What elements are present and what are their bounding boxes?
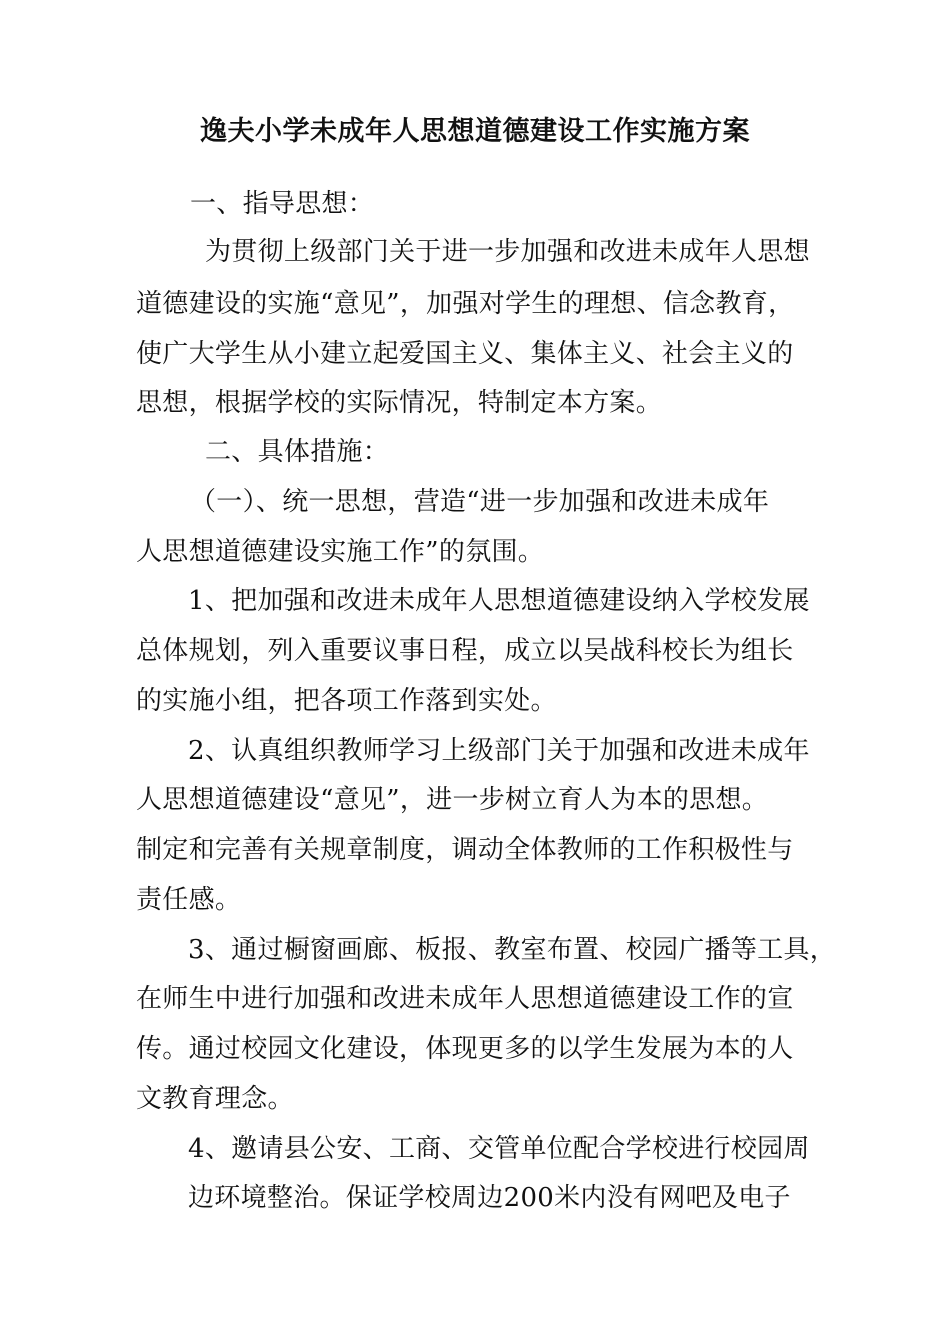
paragraph-line: 文教育理念。 — [136, 1084, 294, 1114]
heading-specific-measures: 二、具体措施： — [205, 437, 390, 467]
paragraph-line: 2、认真组织教师学习上级部门关于加强和改进未成年 — [188, 736, 810, 766]
paragraph-line: 的实施小组，把各项工作落到实处。 — [136, 686, 557, 716]
paragraph-line: 4、邀请县公安、工商、交管单位配合学校进行校园周 — [188, 1134, 810, 1164]
paragraph-line: 道德建设的实施“意见”，加强对学生的理想、信念教育， — [136, 289, 795, 319]
paragraph-line: 1、把加强和改进未成年人思想道德建设纳入学校发展 — [188, 586, 810, 616]
paragraph-line: 在师生中进行加强和改进未成年人思想道德建设工作的宣 — [136, 984, 794, 1014]
paragraph-line: 传。通过校园文化建设，体现更多的以学生发展为本的人 — [136, 1034, 794, 1064]
subheading-line: （一）、统一思想，营造“进一步加强和改进未成年 — [190, 487, 770, 517]
paragraph-line: 责任感。 — [136, 885, 242, 915]
paragraph-line: 使广大学生从小建立起爱国主义、集体主义、社会主义的 — [136, 339, 794, 369]
heading-guiding-ideology: 一、指导思想： — [190, 189, 375, 219]
document-title: 逸夫小学未成年人思想道德建设工作实施方案 — [200, 116, 750, 147]
paragraph-line: 人思想道德建设实施工作”的氛围。 — [136, 537, 545, 567]
paragraph-line: 人思想道德建设“意见”，进一步树立育人为本的思想。 — [136, 785, 769, 815]
paragraph-line: 为贯彻上级部门关于进一步加强和改进未成年人思想 — [205, 237, 810, 267]
paragraph-line: 制定和完善有关规章制度，调动全体教师的工作积极性与 — [136, 835, 794, 865]
paragraph-line: 总体规划，列入重要议事日程，成立以吴战科校长为组长 — [136, 636, 794, 666]
paragraph-line: 边环境整治。保证学校周边200米内没有网吧及电子 — [188, 1183, 791, 1213]
paragraph-line: 3、通过橱窗画廊、板报、教室布置、校园广播等工具， — [188, 935, 837, 965]
paragraph-line: 思想，根据学校的实际情况，特制定本方案。 — [136, 388, 663, 418]
